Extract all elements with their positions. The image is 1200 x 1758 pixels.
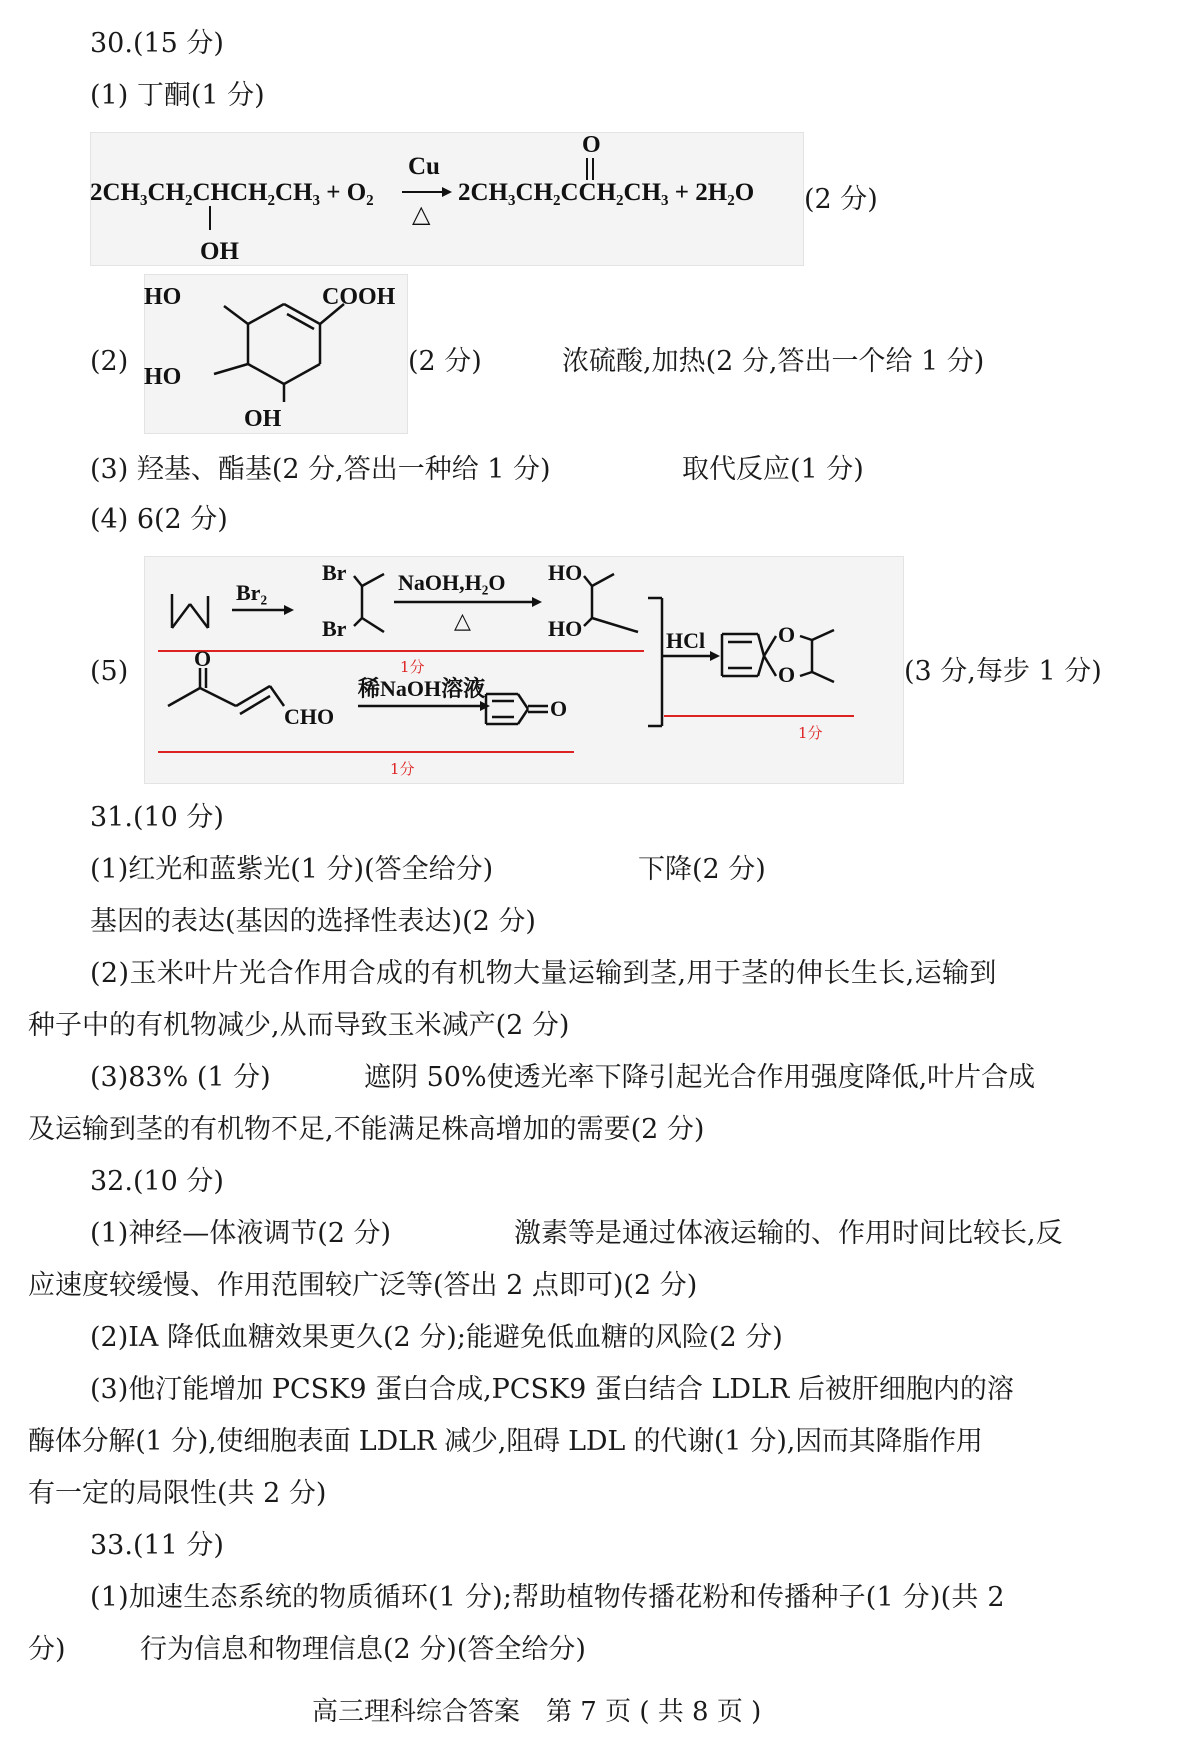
arrow-head-hcl bbox=[710, 651, 720, 661]
equation-oh: OH bbox=[200, 238, 239, 265]
diol-ho-bottom: HO bbox=[548, 616, 583, 641]
hydroxyl-1: HO bbox=[144, 284, 182, 310]
catalyst-cu: Cu bbox=[408, 153, 440, 180]
q30-part3-reaction: 取代反应(1 分) bbox=[682, 454, 864, 485]
q32-line6: 有一定的局限性(共 2 分) bbox=[28, 1478, 327, 1509]
arrow-head-naoh bbox=[532, 597, 542, 607]
bromine-top: Br bbox=[322, 560, 347, 585]
q32-line1-a: (1)神经—体液调节(2 分) bbox=[90, 1218, 392, 1249]
step1-score: 1分 bbox=[400, 658, 425, 676]
q30-part2-label: (2) bbox=[90, 346, 129, 377]
ketal-o-top: O bbox=[778, 622, 796, 647]
q30-part2-score: (2 分) bbox=[408, 346, 482, 377]
arrow-head-1 bbox=[442, 187, 452, 197]
heat-symbol-2: △ bbox=[454, 608, 471, 633]
hydroxyl-3: OH bbox=[244, 406, 282, 432]
enone-oxygen: O bbox=[194, 646, 212, 671]
reagent-naoh-h2o: NaOH,H₂O bbox=[398, 570, 506, 595]
q31-line6: 及运输到茎的有机物不足,不能满足株高增加的需要(2 分) bbox=[28, 1114, 705, 1145]
hydroxyl-2: HO bbox=[144, 364, 182, 390]
q32-line5: 酶体分解(1 分),使细胞表面 LDLR 减少,阻碍 LDL 的代谢(1 分),因而其降脂作用 bbox=[28, 1426, 983, 1457]
q31-line5-a: (3)83% (1 分) bbox=[90, 1062, 271, 1093]
q31-line2: 基因的表达(基因的选择性表达)(2 分) bbox=[90, 906, 536, 937]
q33-line1: (1)加速生态系统的物质循环(1 分);帮助植物传播花粉和传播种子(1 分)(共 2 bbox=[90, 1582, 1005, 1613]
q32-header: 32.(10 分) bbox=[90, 1166, 224, 1197]
carboxyl-group: COOH bbox=[322, 284, 396, 310]
shikimic-acid-structure bbox=[144, 274, 406, 432]
q33-line2-b: 行为信息和物理信息(2 分)(答全给分) bbox=[140, 1634, 586, 1665]
heat-symbol-1: △ bbox=[412, 202, 431, 228]
q30-part4: (4) 6(2 分) bbox=[90, 504, 228, 535]
q32-line2: 应速度较缓慢、作用范围较广泛等(答出 2 点即可)(2 分) bbox=[28, 1270, 698, 1301]
q31-line4: 种子中的有机物减少,从而导致玉米减产(2 分) bbox=[28, 1010, 570, 1041]
equation-reactants: 2CH₃CH₂CHCH₂CH₃ + O₂ bbox=[90, 179, 374, 206]
q30-part5-label: (5) bbox=[90, 656, 129, 687]
reagent-hcl: HCl bbox=[666, 628, 706, 653]
q33-line2-a: 分) bbox=[28, 1634, 66, 1665]
q31-line3: (2)玉米叶片光合作用合成的有机物大量运输到茎,用于茎的伸长生长,运输到 bbox=[90, 958, 997, 989]
reagent-dilute-naoh: 稀NaOH溶液 bbox=[358, 676, 486, 701]
q32-line4: (3)他汀能增加 PCSK9 蛋白合成,PCSK9 蛋白结合 LDLR 后被肝细胞内的溶 bbox=[90, 1374, 1014, 1405]
dienone-oxygen: O bbox=[550, 696, 568, 721]
arrow-head-br2 bbox=[284, 605, 294, 615]
equation-score: (2 分) bbox=[804, 184, 878, 215]
page-footer: 高三理科综合答案 第 7 页 ( 共 8 页 ) bbox=[312, 1697, 762, 1727]
q30-part5-score: (3 分,每步 1 分) bbox=[904, 656, 1102, 687]
q31-line5-b: 遮阴 50%使透光率下降引起光合作用强度降低,叶片合成 bbox=[364, 1062, 1036, 1093]
q32-line3: (2)IA 降低血糖效果更久(2 分);能避免低血糖的风险(2 分) bbox=[90, 1322, 783, 1353]
ketal-o-bottom: O bbox=[778, 662, 796, 687]
ketone-oxygen: O bbox=[582, 132, 601, 158]
q31-line1-b: 下降(2 分) bbox=[638, 854, 766, 885]
bromine-bottom: Br bbox=[322, 616, 347, 641]
diol-ho-top: HO bbox=[548, 560, 583, 585]
q31-line1-a: (1)红光和蓝紫光(1 分)(答全给分) bbox=[90, 854, 494, 885]
step2-score: 1分 bbox=[390, 760, 415, 778]
q30-part3-groups: (3) 羟基、酯基(2 分,答出一种给 1 分) bbox=[90, 454, 551, 485]
q33-header: 33.(11 分) bbox=[90, 1530, 224, 1561]
q31-header: 31.(10 分) bbox=[90, 802, 224, 833]
q30-part2-condition: 浓硫酸,加热(2 分,答出一个给 1 分) bbox=[562, 346, 985, 377]
equation-products: 2CH₃CH₂CCH₂CH₃ + 2H₂O bbox=[458, 179, 755, 206]
synthesis-scheme bbox=[144, 556, 902, 782]
step3-score: 1分 bbox=[798, 724, 823, 742]
aldehyde-cho: CHO bbox=[284, 704, 335, 729]
oxidation-equation bbox=[90, 132, 802, 264]
q32-line1-b: 激素等是通过体液运输的、作用时间比较长,反 bbox=[514, 1218, 1063, 1249]
reagent-br2: Br₂ bbox=[236, 580, 268, 605]
q30-part1: (1) 丁酮(1 分) bbox=[90, 80, 265, 111]
q30-header: 30.(15 分) bbox=[90, 28, 224, 59]
